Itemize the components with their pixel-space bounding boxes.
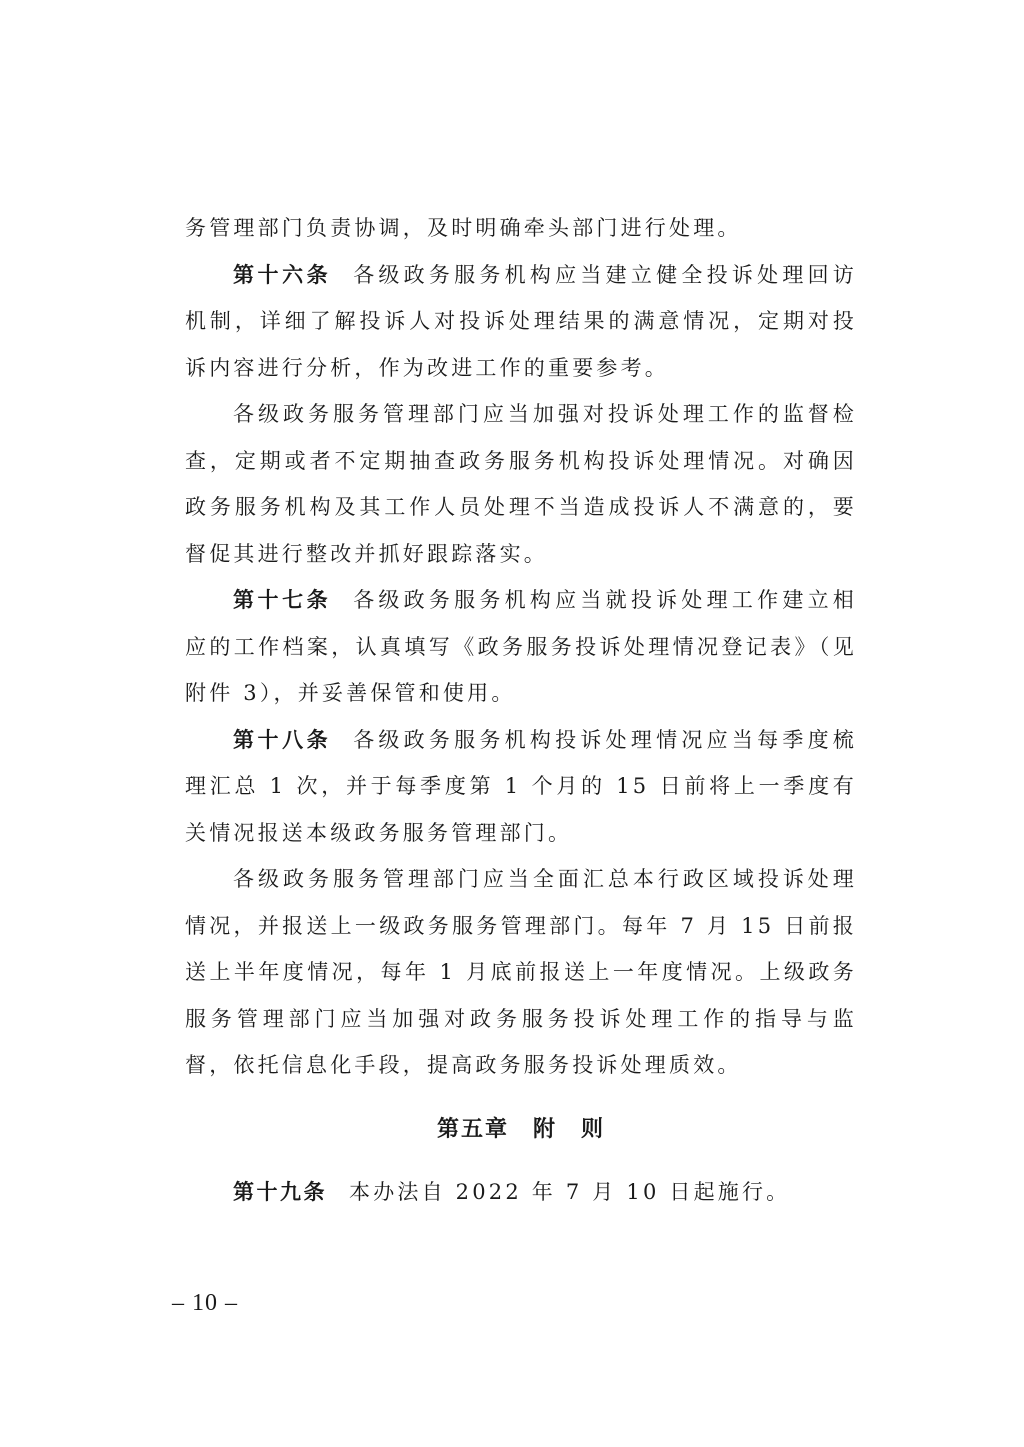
article-16 [185, 252, 857, 392]
article-18 [185, 717, 857, 857]
paragraph-text: 务管理部门负责协调，及时明确牵头部门进行处理。 [185, 216, 742, 240]
article-heading: 第十八条 [233, 727, 332, 752]
article-18-paragraph-2 [185, 856, 857, 1089]
paragraph-text: 各级政务服务管理部门应当加强对投诉处理工作的监督检查，定期或者不定期抽查政务服务机构投诉处理情况。对确因政务服务机构及其工作人员处理不当造成投诉人不满意的，要督促其进行整改并抓好跟踪落实。 [185, 402, 857, 566]
article-19 [185, 1169, 857, 1216]
article-heading: 第十九条 [233, 1179, 327, 1204]
article-16-paragraph-2 [185, 391, 857, 577]
document-body [185, 205, 857, 1215]
paragraph-continuation [185, 205, 857, 252]
chapter-title: 第五章 附 则 [436, 1116, 605, 1142]
paragraph-text: 各级政务服务机构投诉处理情况应当每季度梳理汇总 1 次，并于每季度第 1 个月的 15 日前将上一季度有关情况报送本级政务服务管理部门。 [185, 727, 858, 845]
article-17 [185, 577, 857, 717]
paragraph-text: 各级政务服务机构应当建立健全投诉处理回访机制，详细了解投诉人对投诉处理结果的满意情况，定期对投诉内容进行分析，作为改进工作的重要参考。 [185, 262, 858, 380]
paragraph-text: 本办法自 2022 年 7 月 10 日起施行。 [349, 1179, 791, 1204]
paragraph-text: 各级政务服务管理部门应当全面汇总本行政区域投诉处理情况，并报送上一级政务服务管理部门。每年 7 月 15 日前报送上半年度情况，每年 1 月底前报送上一年度情况。上级政务服务管理部门应当加强对政务服务投诉处理工作的指导与监督，依托信息化手段，提高政务服务投诉处理质效。 [185, 867, 857, 1077]
article-heading: 第十六条 [233, 262, 332, 287]
page-number: – 10 – [172, 1290, 238, 1316]
paragraph-text: 各级政务服务机构应当就投诉处理工作建立相应的工作档案，认真填写《政务服务投诉处理情况登记表》（见附件 3），并妥善保管和使用。 [185, 588, 858, 705]
article-heading: 第十七条 [233, 588, 332, 612]
